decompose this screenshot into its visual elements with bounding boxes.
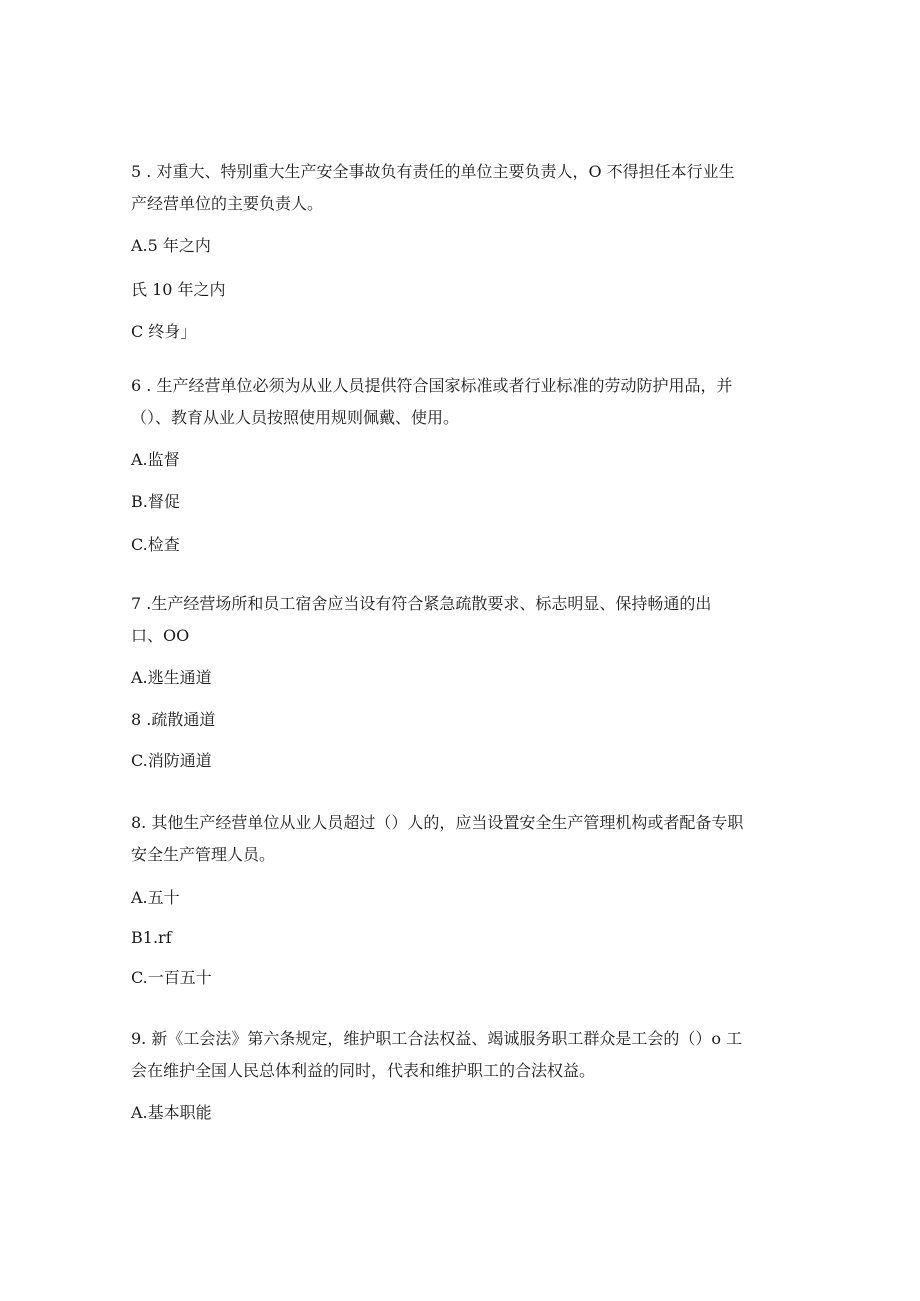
question-8-stem-line-2: 安全生产管理人员。 bbox=[131, 845, 276, 864]
question-8-option-b: B1.rf bbox=[131, 928, 172, 947]
question-5-option-c: C 终身」 bbox=[131, 322, 197, 341]
question-6-stem-line-1: 6 . 生产经营单位必须为从业人员提供符合国家标准或者行业标准的劳动防护用品，并 bbox=[131, 376, 733, 395]
question-9-stem-line-2: 会在维护全国人民总体利益的同时，代表和维护职工的合法权益。 bbox=[131, 1061, 596, 1080]
question-6-stem-line-2: （）、教育从业人员按照使用规则佩戴、使用。 bbox=[131, 408, 460, 427]
question-6-option-b: B.督促 bbox=[131, 492, 180, 511]
question-9-option-a: A.基本职能 bbox=[131, 1103, 212, 1122]
question-5-option-b: 氏 10 年之内 bbox=[131, 280, 226, 299]
question-7-stem-line-1: 7 .生产经营场所和员工宿舍应当设有符合紧急疏散要求、标志明显、保持畅通的出 bbox=[131, 594, 712, 613]
question-6-option-c: C.检查 bbox=[131, 535, 180, 554]
question-7-stem-line-2: 口、OO bbox=[131, 626, 190, 645]
question-5-stem-line-1: 5 . 对重大、特别重大生产安全事故负有责任的单位主要负责人，O 不得担任本行业生 bbox=[131, 162, 735, 181]
question-9-stem-line-1: 9. 新《工会法》第六条规定，维护职工合法权益、竭诚服务职工群众是工会的（）o 工 bbox=[131, 1029, 743, 1048]
question-6-option-a: A.监督 bbox=[131, 450, 180, 469]
question-7-option-c: C.消防通道 bbox=[131, 751, 212, 770]
question-8-option-a: A.五十 bbox=[131, 888, 180, 907]
question-8-stem-line-1: 8. 其他生产经营单位从业人员超过（）人的，应当设置安全生产管理机构或者配备专职 bbox=[131, 813, 744, 832]
question-5-option-a: A.5 年之内 bbox=[131, 236, 211, 255]
question-7-option-a: A.逃生通道 bbox=[131, 668, 212, 687]
question-5-stem-line-2: 产经营单位的主要负责人。 bbox=[131, 194, 324, 213]
question-7-option-b: 8 .疏散通道 bbox=[131, 710, 216, 729]
question-8-option-c: C.一百五十 bbox=[131, 968, 212, 987]
